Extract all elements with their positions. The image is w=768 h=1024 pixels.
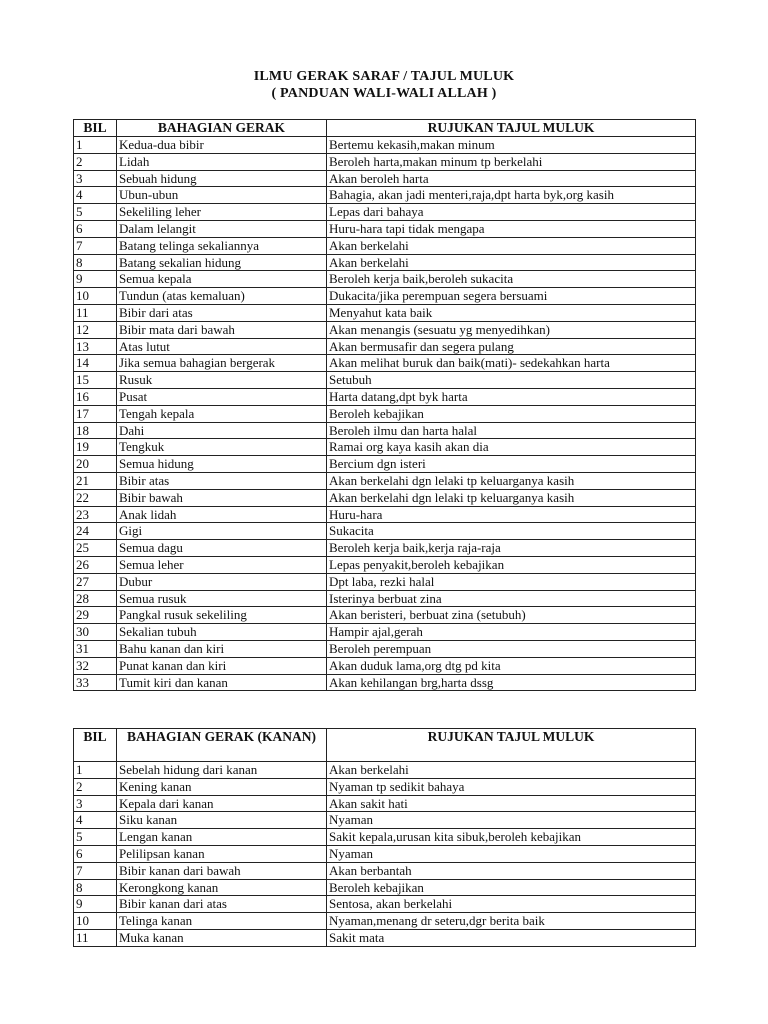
- cell-rujukan: Isterinya berbuat zina: [327, 590, 696, 607]
- cell-rujukan: Dpt laba, rezki halal: [327, 573, 696, 590]
- cell-bahagian: Pelilipsan kanan: [117, 845, 327, 862]
- table-row: [74, 506, 696, 523]
- cell-bil: 31: [74, 640, 117, 657]
- cell-rujukan: Ramai org kaya kasih akan dia: [327, 439, 696, 456]
- cell-bahagian: Tengkuk: [117, 439, 327, 456]
- cell-bil: 10: [74, 288, 117, 305]
- cell-bahagian: Ubun-ubun: [117, 187, 327, 204]
- cell-bahagian: Sekalian tubuh: [117, 624, 327, 641]
- cell-bahagian: Semua kepala: [117, 271, 327, 288]
- cell-rujukan: Akan melihat buruk dan baik(mati)- sedekahkan harta: [327, 355, 696, 372]
- cell-bahagian: Semua dagu: [117, 540, 327, 557]
- table-row: [74, 812, 696, 829]
- cell-bahagian: Pangkal rusuk sekeliling: [117, 607, 327, 624]
- table-row: [74, 829, 696, 846]
- table-row: [74, 640, 696, 657]
- cell-rujukan: Akan duduk lama,org dtg pd kita: [327, 657, 696, 674]
- table-row: [74, 405, 696, 422]
- cell-bahagian: Kerongkong kanan: [117, 879, 327, 896]
- table-row: [74, 355, 696, 372]
- table-row: [74, 929, 696, 946]
- cell-bil: 28: [74, 590, 117, 607]
- cell-bil: 1: [74, 762, 117, 779]
- cell-bil: 3: [74, 795, 117, 812]
- cell-bahagian: Muka kanan: [117, 929, 327, 946]
- table-row: [74, 220, 696, 237]
- cell-bahagian: Dahi: [117, 422, 327, 439]
- cell-bahagian: Bibir atas: [117, 472, 327, 489]
- cell-bil: 23: [74, 506, 117, 523]
- cell-bil: 11: [74, 929, 117, 946]
- table-row: [74, 372, 696, 389]
- cell-bahagian: Bahu kanan dan kiri: [117, 640, 327, 657]
- cell-rujukan: Akan berkelahi: [327, 762, 696, 779]
- table-row: [74, 489, 696, 506]
- table-row: [74, 456, 696, 473]
- cell-bil: 4: [74, 187, 117, 204]
- cell-bil: 5: [74, 204, 117, 221]
- cell-rujukan: Akan beristeri, berbuat zina (setubuh): [327, 607, 696, 624]
- table-row: [74, 607, 696, 624]
- table-row: [74, 388, 696, 405]
- cell-bahagian: Tengah kepala: [117, 405, 327, 422]
- table-row: [74, 674, 696, 691]
- cell-rujukan: Beroleh kerja baik,beroleh sukacita: [327, 271, 696, 288]
- table-row: [74, 590, 696, 607]
- cell-bahagian: Pusat: [117, 388, 327, 405]
- table-row: [74, 657, 696, 674]
- table-row: [74, 862, 696, 879]
- cell-bahagian: Atas lutut: [117, 338, 327, 355]
- cell-bahagian: Punat kanan dan kiri: [117, 657, 327, 674]
- cell-rujukan: Sakit kepala,urusan kita sibuk,beroleh kebajikan: [327, 829, 696, 846]
- cell-bil: 8: [74, 879, 117, 896]
- cell-bil: 27: [74, 573, 117, 590]
- cell-rujukan: Akan berkelahi: [327, 237, 696, 254]
- table-row: [74, 254, 696, 271]
- cell-rujukan: Sentosa, akan berkelahi: [327, 896, 696, 913]
- table-row: [74, 778, 696, 795]
- cell-rujukan: Nyaman: [327, 812, 696, 829]
- cell-rujukan: Lepas penyakit,beroleh kebajikan: [327, 556, 696, 573]
- table-row: [74, 896, 696, 913]
- cell-bil: 11: [74, 304, 117, 321]
- table-row: [74, 523, 696, 540]
- table-row: [74, 762, 696, 779]
- cell-bahagian: Bibir kanan dari bawah: [117, 862, 327, 879]
- gerak-table-kanan: [73, 728, 696, 947]
- cell-rujukan: Akan berkelahi dgn lelaki tp keluarganya kasih: [327, 472, 696, 489]
- cell-rujukan: Menyahut kata baik: [327, 304, 696, 321]
- table-header-row: [74, 729, 696, 762]
- cell-rujukan: Akan berkelahi dgn lelaki tp keluarganya kasih: [327, 489, 696, 506]
- cell-bil: 8: [74, 254, 117, 271]
- cell-bahagian: Lengan kanan: [117, 829, 327, 846]
- gerak-table-general: [73, 119, 696, 691]
- cell-bil: 22: [74, 489, 117, 506]
- table-row: [74, 237, 696, 254]
- table-row: [74, 540, 696, 557]
- cell-rujukan: Akan sakit hati: [327, 795, 696, 812]
- cell-bil: 10: [74, 913, 117, 930]
- cell-rujukan: Beroleh ilmu dan harta halal: [327, 422, 696, 439]
- table-row: [74, 556, 696, 573]
- cell-bil: 7: [74, 237, 117, 254]
- cell-rujukan: Bahagia, akan jadi menteri,raja,dpt harta byk,org kasih: [327, 187, 696, 204]
- cell-bahagian: Bibir dari atas: [117, 304, 327, 321]
- cell-bil: 6: [74, 220, 117, 237]
- cell-bahagian: Tundun (atas kemaluan): [117, 288, 327, 305]
- cell-bil: 20: [74, 456, 117, 473]
- table-row: [74, 304, 696, 321]
- cell-rujukan: Beroleh perempuan: [327, 640, 696, 657]
- cell-rujukan: Setubuh: [327, 372, 696, 389]
- table-row: [74, 271, 696, 288]
- table-row: [74, 913, 696, 930]
- cell-bahagian: Tumit kiri dan kanan: [117, 674, 327, 691]
- document-title: ILMU GERAK SARAF / TAJUL MULUK: [253, 69, 515, 84]
- cell-bil: 7: [74, 862, 117, 879]
- cell-bahagian: Bibir kanan dari atas: [117, 896, 327, 913]
- table-row: [74, 472, 696, 489]
- table-row: [74, 795, 696, 812]
- cell-rujukan: Akan berkelahi: [327, 254, 696, 271]
- column-header-bil: BIL: [74, 120, 117, 137]
- cell-bil: 25: [74, 540, 117, 557]
- cell-rujukan: Huru-hara: [327, 506, 696, 523]
- cell-rujukan: Nyaman tp sedikit bahaya: [327, 778, 696, 795]
- cell-bahagian: Jika semua bahagian bergerak: [117, 355, 327, 372]
- cell-bil: 17: [74, 405, 117, 422]
- cell-bahagian: Batang sekalian hidung: [117, 254, 327, 271]
- table-row: [74, 170, 696, 187]
- cell-bil: 19: [74, 439, 117, 456]
- table-row: [74, 573, 696, 590]
- cell-rujukan: Akan menangis (sesuatu yg menyedihkan): [327, 321, 696, 338]
- cell-bil: 4: [74, 812, 117, 829]
- cell-rujukan: Hampir ajal,gerah: [327, 624, 696, 641]
- cell-bahagian: Dalam lelangit: [117, 220, 327, 237]
- cell-bil: 9: [74, 271, 117, 288]
- table-row: [74, 321, 696, 338]
- cell-bil: 26: [74, 556, 117, 573]
- cell-rujukan: Beroleh harta,makan minum tp berkelahi: [327, 153, 696, 170]
- cell-rujukan: Beroleh kebajikan: [327, 405, 696, 422]
- cell-bahagian: Rusuk: [117, 372, 327, 389]
- cell-bahagian: Kening kanan: [117, 778, 327, 795]
- cell-rujukan: Akan berbantah: [327, 862, 696, 879]
- cell-rujukan: Bertemu kekasih,makan minum: [327, 137, 696, 154]
- cell-bahagian: Semua rusuk: [117, 590, 327, 607]
- table-row: [74, 422, 696, 439]
- cell-bahagian: Telinga kanan: [117, 913, 327, 930]
- table-row: [74, 153, 696, 170]
- table-row: [74, 338, 696, 355]
- cell-rujukan: Sukacita: [327, 523, 696, 540]
- cell-rujukan: Huru-hara tapi tidak mengapa: [327, 220, 696, 237]
- cell-rujukan: Beroleh kerja baik,kerja raja-raja: [327, 540, 696, 557]
- cell-rujukan: Bercium dgn isteri: [327, 456, 696, 473]
- cell-bahagian: Sebuah hidung: [117, 170, 327, 187]
- cell-bil: 1: [74, 137, 117, 154]
- cell-bil: 2: [74, 153, 117, 170]
- column-header-bahagian: BAHAGIAN GERAK: [117, 120, 327, 137]
- cell-bahagian: Dubur: [117, 573, 327, 590]
- cell-bil: 16: [74, 388, 117, 405]
- cell-bahagian: Gigi: [117, 523, 327, 540]
- column-header-bahagian: BAHAGIAN GERAK (KANAN): [117, 729, 327, 762]
- cell-bil: 21: [74, 472, 117, 489]
- cell-bil: 24: [74, 523, 117, 540]
- column-header-rujukan: RUJUKAN TAJUL MULUK: [327, 120, 696, 137]
- cell-bahagian: Bibir bawah: [117, 489, 327, 506]
- cell-rujukan: Dukacita/jika perempuan segera bersuami: [327, 288, 696, 305]
- cell-rujukan: Lepas dari bahaya: [327, 204, 696, 221]
- cell-bil: 2: [74, 778, 117, 795]
- cell-bil: 12: [74, 321, 117, 338]
- cell-bahagian: Kedua-dua bibir: [117, 137, 327, 154]
- cell-bahagian: Sekeliling leher: [117, 204, 327, 221]
- cell-bil: 3: [74, 170, 117, 187]
- cell-bil: 5: [74, 829, 117, 846]
- table-row: [74, 187, 696, 204]
- cell-bahagian: Kepala dari kanan: [117, 795, 327, 812]
- cell-rujukan: Nyaman: [327, 845, 696, 862]
- table-row: [74, 879, 696, 896]
- table-row: [74, 439, 696, 456]
- cell-bil: 9: [74, 896, 117, 913]
- cell-bahagian: Anak lidah: [117, 506, 327, 523]
- cell-bahagian: Semua leher: [117, 556, 327, 573]
- cell-rujukan: Akan kehilangan brg,harta dssg: [327, 674, 696, 691]
- cell-bil: 33: [74, 674, 117, 691]
- cell-bil: 6: [74, 845, 117, 862]
- cell-bil: 18: [74, 422, 117, 439]
- cell-bahagian: Lidah: [117, 153, 327, 170]
- cell-bil: 13: [74, 338, 117, 355]
- table-row: [74, 137, 696, 154]
- column-header-bil: BIL: [74, 729, 117, 762]
- column-header-rujukan: RUJUKAN TAJUL MULUK: [327, 729, 696, 762]
- cell-bil: 29: [74, 607, 117, 624]
- cell-bil: 15: [74, 372, 117, 389]
- table-row: [74, 845, 696, 862]
- table-row: [74, 624, 696, 641]
- cell-rujukan: Sakit mata: [327, 929, 696, 946]
- cell-rujukan: Akan beroleh harta: [327, 170, 696, 187]
- cell-bil: 14: [74, 355, 117, 372]
- cell-bil: 30: [74, 624, 117, 641]
- cell-bahagian: Semua hidung: [117, 456, 327, 473]
- cell-bahagian: Batang telinga sekaliannya: [117, 237, 327, 254]
- table-header-row: [74, 120, 696, 137]
- cell-bahagian: Siku kanan: [117, 812, 327, 829]
- cell-rujukan: Nyaman,menang dr seteru,dgr berita baik: [327, 913, 696, 930]
- cell-bahagian: Sebelah hidung dari kanan: [117, 762, 327, 779]
- cell-rujukan: Akan bermusafir dan segera pulang: [327, 338, 696, 355]
- table-row: [74, 288, 696, 305]
- cell-bil: 32: [74, 657, 117, 674]
- cell-rujukan: Harta datang,dpt byk harta: [327, 388, 696, 405]
- cell-bahagian: Bibir mata dari bawah: [117, 321, 327, 338]
- table-row: [74, 204, 696, 221]
- cell-rujukan: Beroleh kebajikan: [327, 879, 696, 896]
- document-subtitle: ( PANDUAN WALI-WALI ALLAH ): [271, 86, 497, 101]
